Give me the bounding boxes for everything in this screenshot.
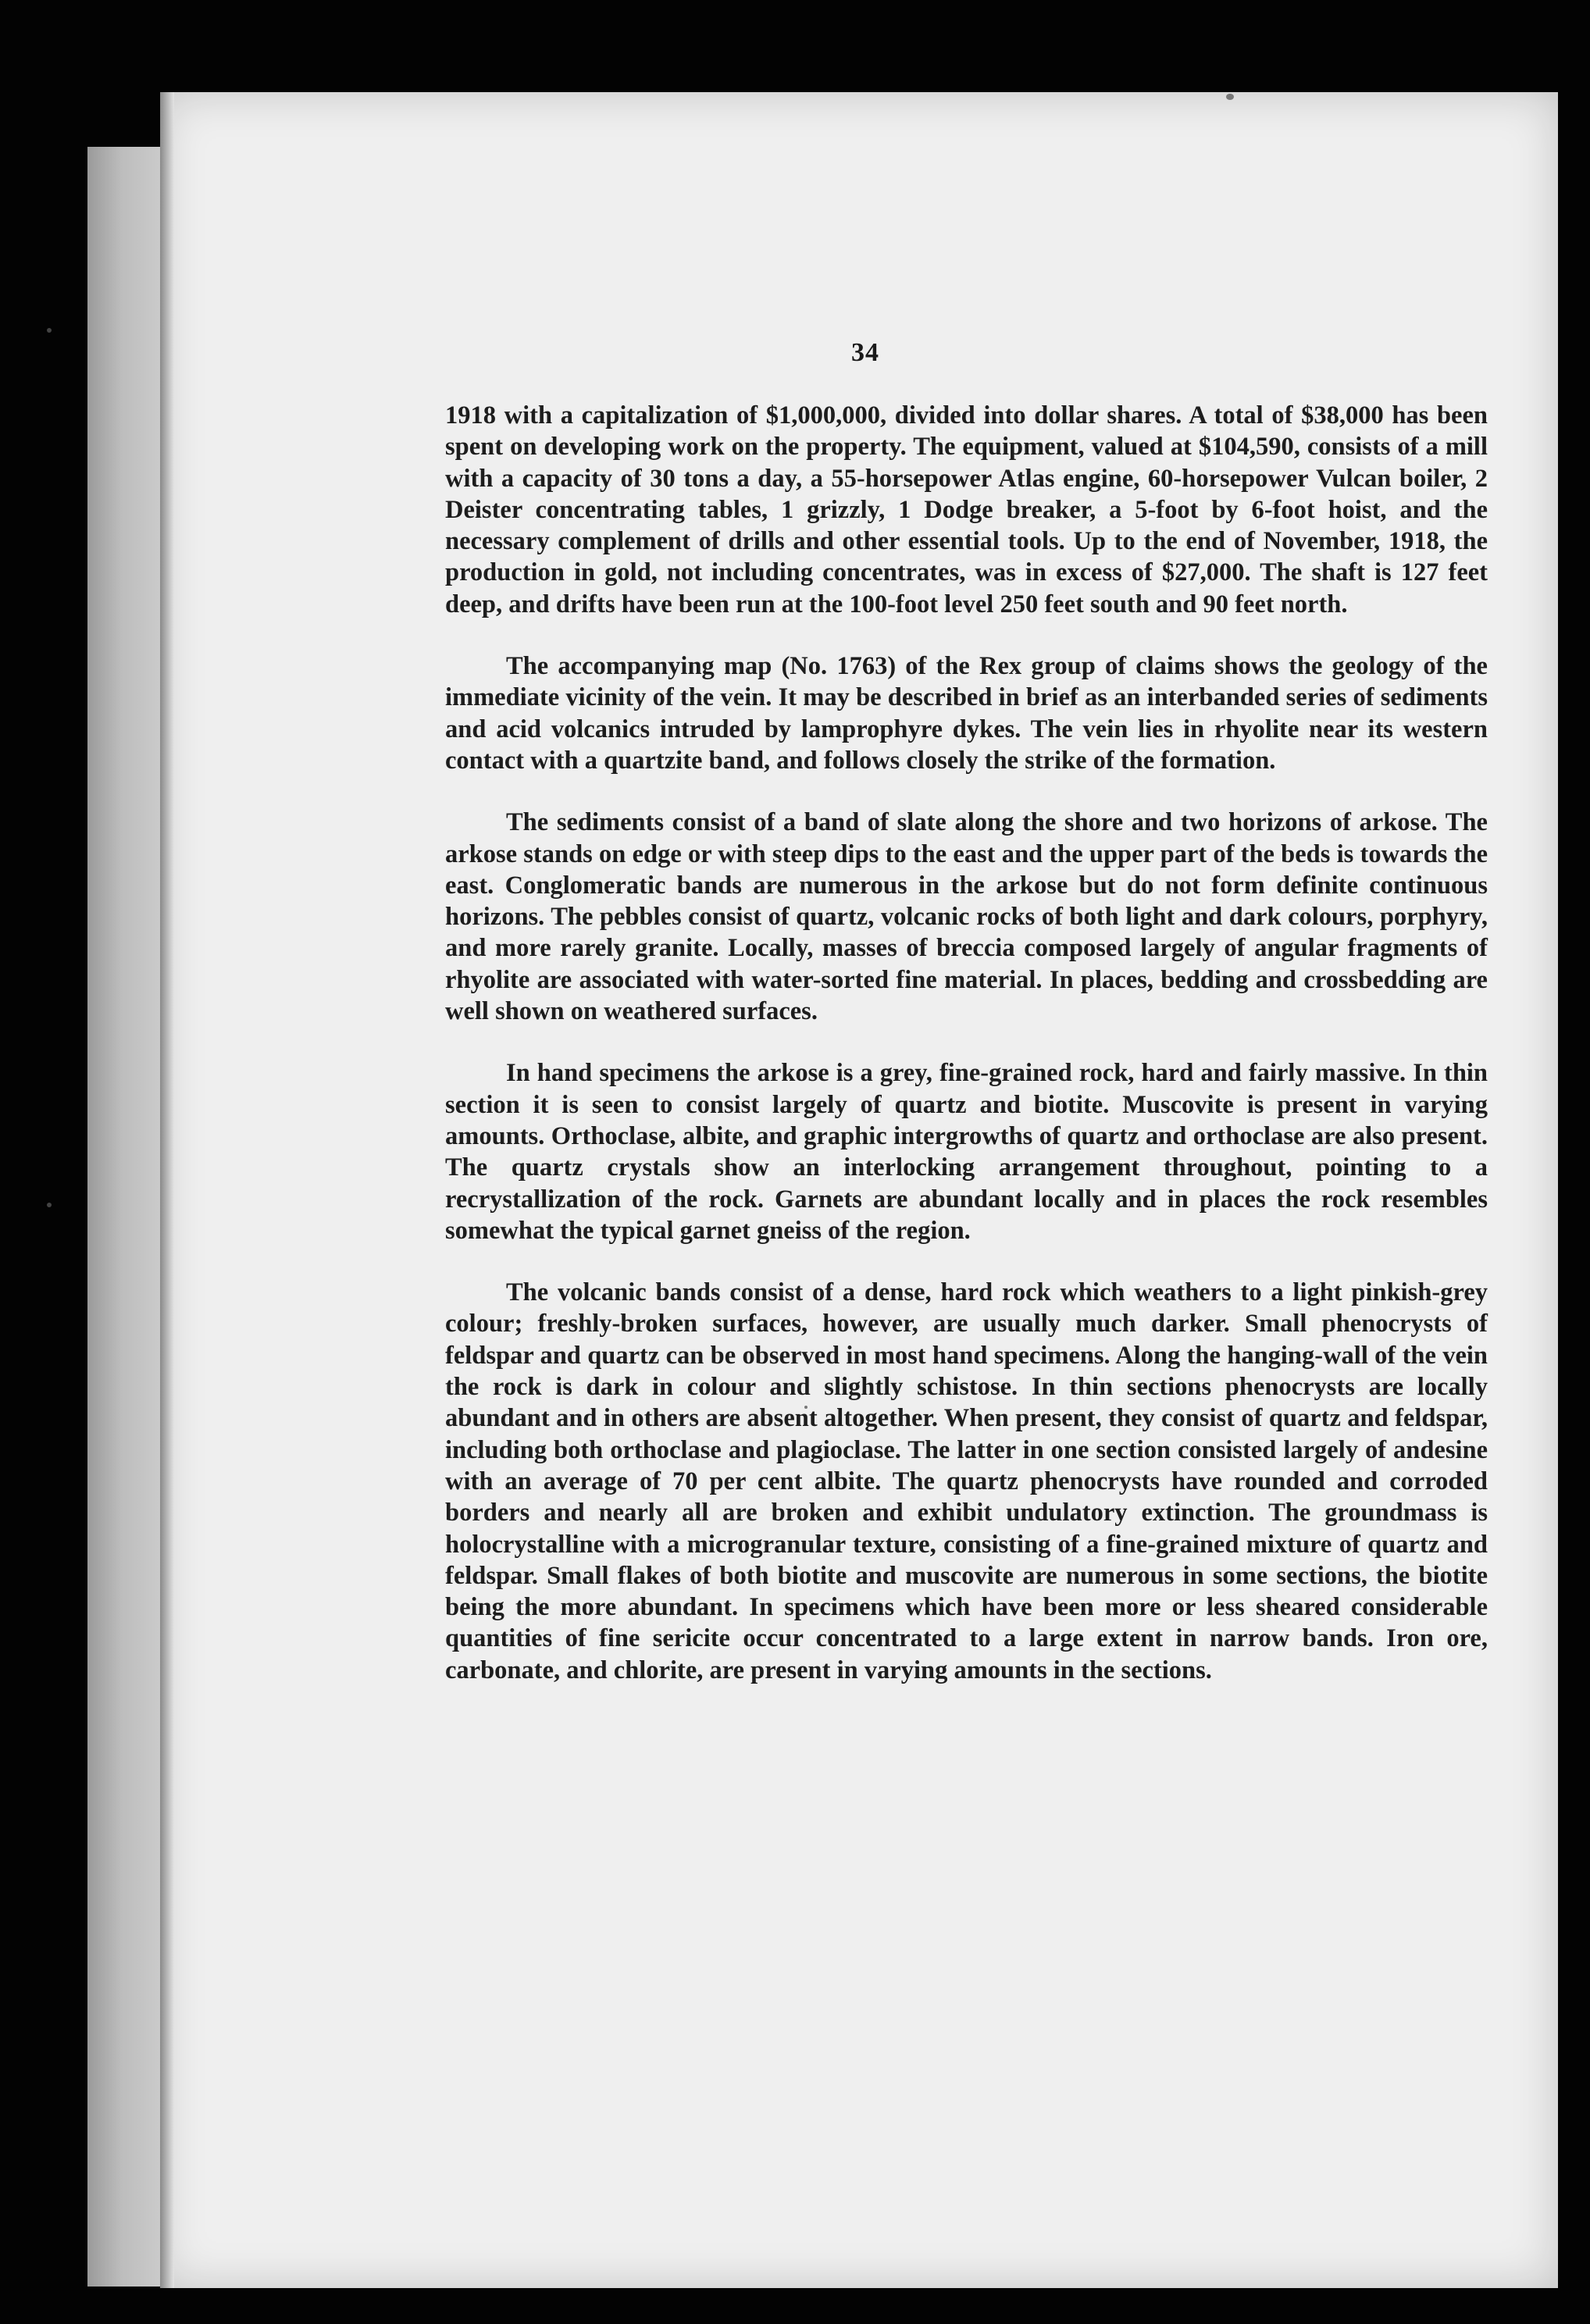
body-text [445,400,1488,1686]
page-left-edge [160,92,174,2288]
scan-speck [47,328,52,333]
page-number: 34 [851,338,879,367]
paragraph-3: The sediments consist of a band of slate along the shore and two horizons of arkose. The arkose stands on edge or with steep dips to the east and the upper part of the beds is towards the east. Conglomeratic bands are numerous in the arkose but do not form definite continuous horizons. The pebbles consist of quartz, volcanic rocks of both light and dark colours, porphyry, and more rarely granite. Locally, masses of breccia composed largely of angular fragments of rhyolite are associated with water-sorted fine material. In places, bedding and crossbedding are well shown on weathered surfaces. [445,808,1488,1026]
paragraph-1: 1918 with a capitalization of $1,000,000, divided into dollar shares. A total of $38,000 has been spent on developing work on the property. The equipment, valued at $104,590, consists of a mill with a capacity of 30 tons a day, a 55-horsepower Atlas engine, 60-horsepower Vulcan boiler, 2 Deister concentrating tables, 1 grizzly, 1 Dodge breaker, a 5-foot by 6-foot hoist, and the necessary complement of drills and other essential tools. Up to the end of November, 1918, the production in gold, not including concentrates, was in excess of $27,000. The shaft is 127 feet deep, and drifts have been run at the 100-foot level 250 feet south and 90 feet north. [445,401,1488,618]
scan-speck [47,1203,52,1207]
paragraph-5: The volcanic bands consist of a dense, hard rock which weathers to a light pinkish-grey colour; freshly-broken surfaces, however, are usually much darker. Small phenocrysts of feldspar and quartz can be observed in most hand specimens. Along the hanging-wall of the vein the rock is dark in colour and slightly schistose. In thin sections phenocrysts are locally abundant and in others are absent altogether. When present, they consist of quartz and feldspar, including both orthoclase and plagioclase. The latter in one section consisted largely of andesine with an average of 70 per cent albite. The quartz phenocrysts have rounded and corroded borders and nearly all are broken and exhibit undulatory extinction. The groundmass is holocrystalline with a microgranular texture, consisting of a fine-grained mixture of quartz and feldspar. Small flakes of both biotite and muscovite are numerous in some sections, the biotite being the more abundant. In specimens which have been more or less sheared considerable quantities of fine sericite occur concentrated to a large extent in narrow bands. Iron ore, carbonate, and chlorite, are present in varying amounts in the sections. [445,1278,1488,1684]
scan-speck [1226,94,1234,100]
paragraph-4: In hand specimens the arkose is a grey, fine-grained rock, hard and fairly massive. In thin section it is seen to consist largely of quartz and biotite. Muscovite is present in varying amounts. Orthoclase, albite, and graphic intergrowths of quartz and orthoclase are also present. The quartz crystals show an interlocking arrangement throughout, pointing to a recrystallization of the rock. Garnets are abundant locally and in places the rock resembles somewhat the typical garnet gneiss of the region. [445,1059,1488,1245]
paragraph-2: The accompanying map (No. 1763) of the Rex group of claims shows the geology of the immediate vicinity of the vein. It may be described in brief as an interbanded series of sediments and acid volcanics intruded by lamprophyre dykes. The vein lies in rhyolite near its western contact with a quartzite band, and follows closely the strike of the formation. [445,652,1488,775]
